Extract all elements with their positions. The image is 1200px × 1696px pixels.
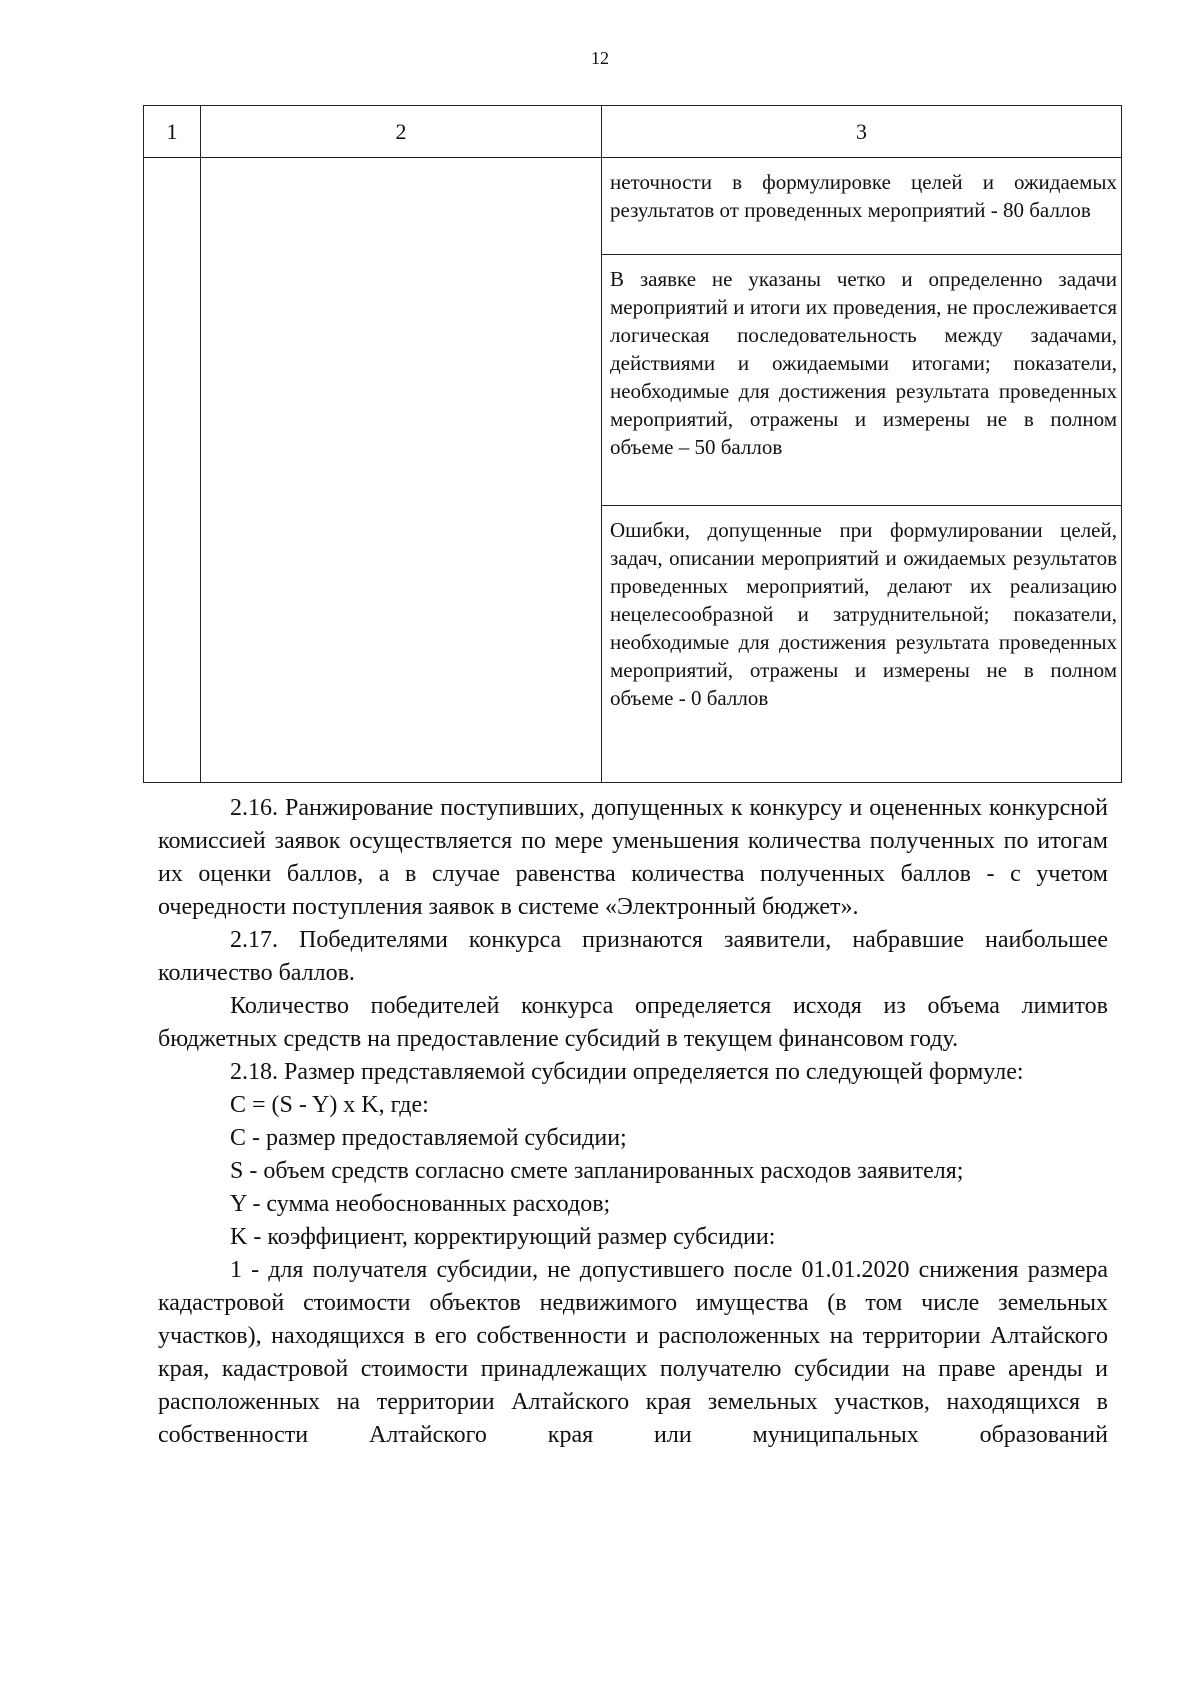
table-cell-criterion-80 — [602, 158, 1122, 255]
table-header-cell-2: 2 — [201, 106, 602, 158]
paragraph-coefficient-1: 1 - для получателя субсидии, не допустившего после 01.01.2020 снижения размера кадастровой стоимости объектов недвижимого имущества (в том числе земельных участков), находящихся в его собственности и расположенных на территории Алтайского края, кадастровой стоимости принадлежащих получателю субсидии на праве аренды и расположенных на территории Алтайского края земельных участков, находящихся в собственности Алтайского края или муниципальных образований — [158, 1257, 1108, 1448]
paragraph-2-17: 2.17. Победителями конкурса признаются заявители, набравшие наибольшее количество баллов. — [158, 927, 1108, 986]
table-cell-criterion-0 — [602, 506, 1122, 783]
page-number: 12 — [591, 48, 609, 68]
formula-def-y: Y - сумма необоснованных расходов; — [230, 1191, 611, 1217]
paragraph-winners-count: Количество победителей конкурса определяется исходя из объема лимитов бюджетных средств на предоставление субсидий в текущем финансовом году. — [158, 993, 1108, 1052]
table-header-row — [144, 106, 1122, 158]
criterion-text-0: Ошибки, допущенные при формулировании целей, задач, описании мероприятий и ожидаемых результатов проведенных мероприятий, делают их реализацию нецелесообразной и затруднительной; показатели, необходимые для достижения результата проведенных мероприятий, отражены и измерены не в полном объеме - 0 баллов — [610, 518, 1117, 710]
paragraph-2-18: 2.18. Размер представляемой субсидии определяется по следующей формуле: — [230, 1059, 1024, 1085]
table-row — [144, 158, 1122, 255]
formula-def-s: S - объем средств согласно смете запланированных расходов заявителя; — [230, 1158, 964, 1184]
criterion-text-80: неточности в формулировке целей и ожидаемых результатов от проведенных мероприятий - 80 баллов — [610, 170, 1117, 222]
criterion-text-50: В заявке не указаны четко и определенно задачи мероприятий и итоги их проведения, не прослеживается логическая последовательность между задачами, действиями и ожидаемыми итогами; показатели, необходимые для достижения результата проведенных мероприятий, отражены и измерены не в полном объеме – 50 баллов — [610, 267, 1117, 459]
table-cell-col2 — [201, 158, 602, 783]
table-header-cell-1: 1 — [144, 106, 201, 158]
document-body — [158, 792, 1108, 1452]
formula-line: C = (S - Y) x K, где: — [230, 1092, 429, 1118]
formula-def-k: K - коэффициент, корректирующий размер субсидии: — [230, 1224, 776, 1250]
table-cell-col1 — [144, 158, 201, 783]
formula-def-c: C - размер предоставляемой субсидии; — [230, 1125, 627, 1151]
paragraph-2-16: 2.16. Ранжирование поступивших, допущенных к конкурсу и оцененных конкурсной комиссией заявок осуществляется по мере уменьшения количества полученных по итогам их оценки баллов, а в случае равенства количества полученных баллов - с учетом очередности поступления заявок в системе «Электронный бюджет». — [158, 795, 1108, 920]
table-cell-criterion-50 — [602, 255, 1122, 506]
criteria-table — [143, 105, 1122, 783]
table-header-cell-3: 3 — [602, 106, 1122, 158]
